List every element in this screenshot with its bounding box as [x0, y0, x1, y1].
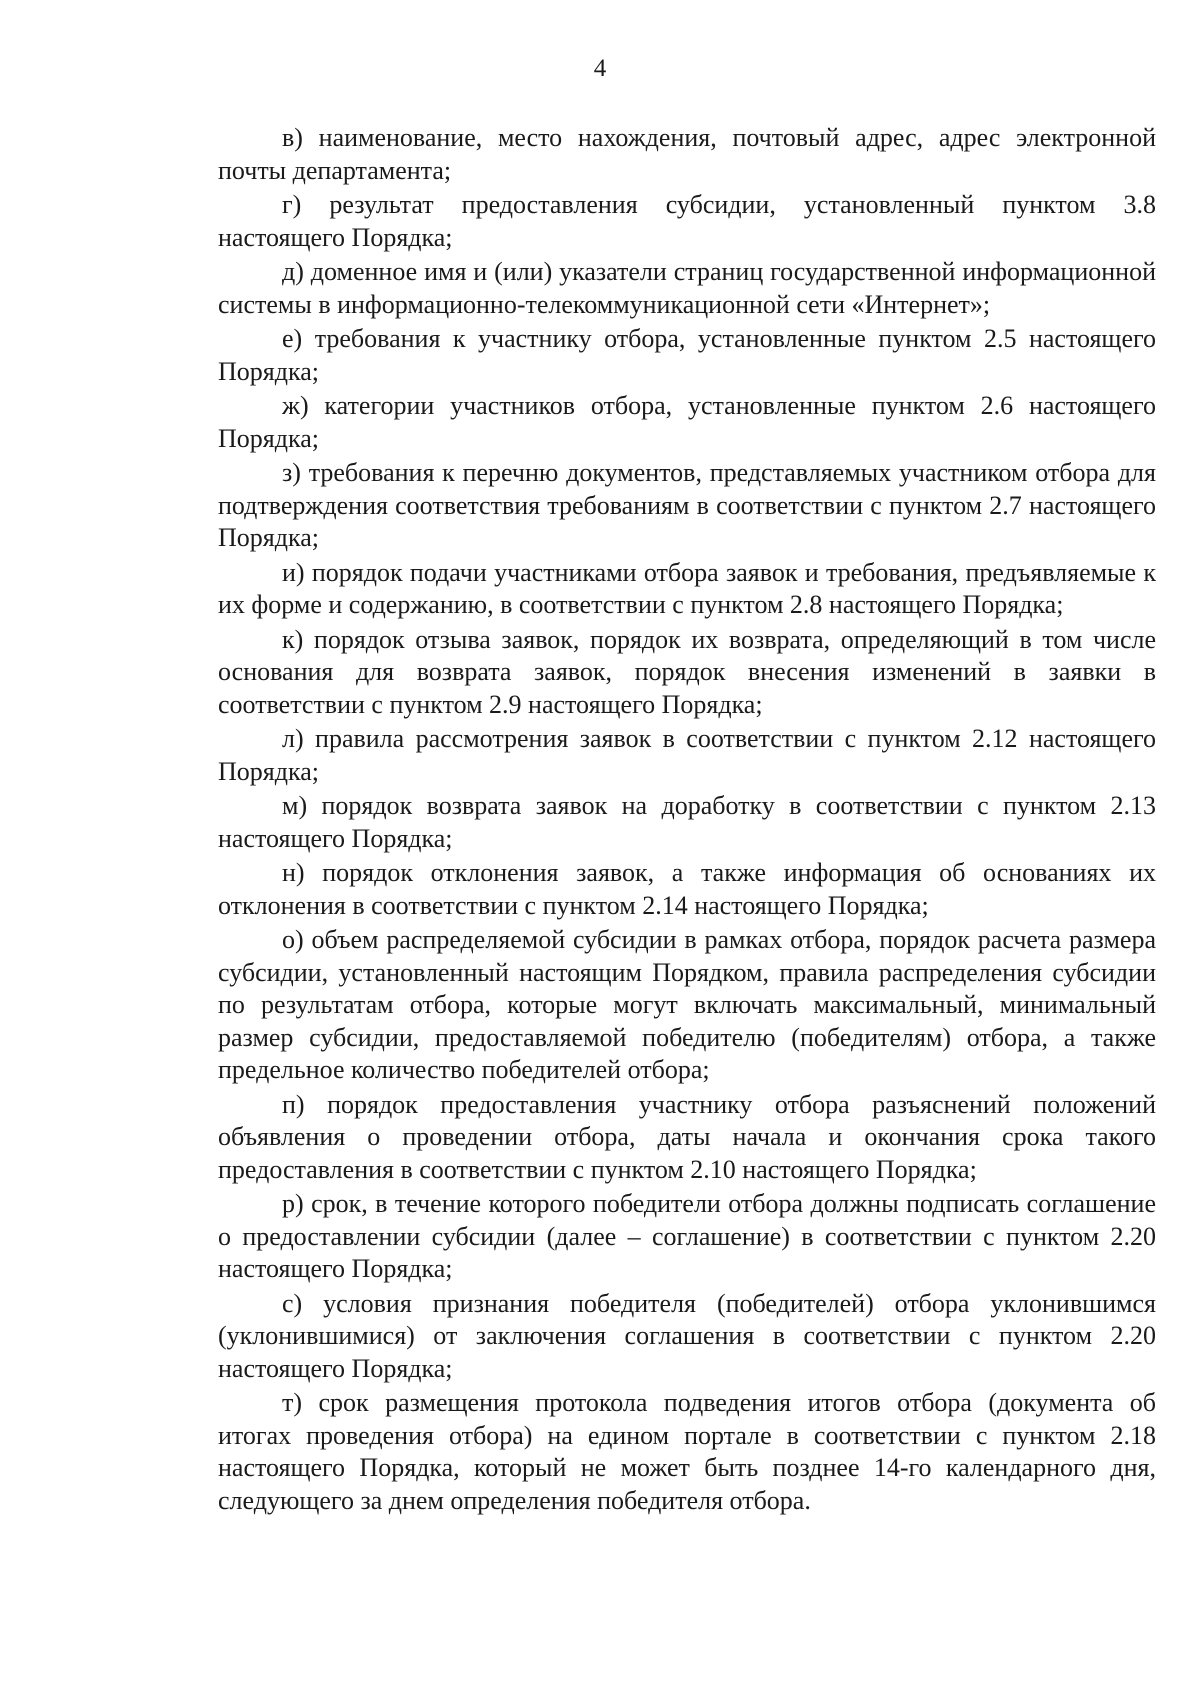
- clause-r: р) срок, в течение которого победители отбора должны подписать соглашение о предоставлении субсидии (далее – соглашение) в соответствии с пунктом 2.20 настоящего Порядка;: [218, 1189, 1156, 1283]
- clause-n: н) порядок отклонения заявок, а также информация об основаниях их отклонения в соответствии с пунктом 2.14 настоящего Порядка;: [218, 858, 1156, 920]
- clause-l: л) правила рассмотрения заявок в соответствии с пунктом 2.12 настоящего Порядка;: [218, 724, 1156, 786]
- clause-o: о) объем распределяемой субсидии в рамках отбора, порядок расчета размера субсидии, установленный настоящим Порядком, правила распределения субсидии по результатам отбора, которые могут включать максимальный, минимальный размер субсидии, предоставляемой победителю (победителям) отбора, а также предельное количество победителей отбора;: [218, 925, 1156, 1084]
- clause-k: к) порядок отзыва заявок, порядок их возврата, определяющий в том числе основания для возврата заявок, порядок внесения изменений в заявки в соответствии с пунктом 2.9 настоящего Порядка;: [218, 624, 1156, 719]
- clause-t: т) срок размещения протокола подведения итогов отбора (документа об итогах проведения отбора) на едином портале в соответствии с пунктом 2.18 настоящего Порядка, который не может быть позднее 14-го календарного дня, следующего за днем определения победителя отбора.: [218, 1388, 1156, 1515]
- clause-d: д) доменное имя и (или) указатели страниц государственной информационной системы в информационно-телекоммуникационной сети «Интернет»;: [218, 257, 1156, 319]
- clause-e: е) требования к участнику отбора, установленные пунктом 2.5 настоящего Порядка;: [218, 324, 1156, 386]
- clause-g: г) результат предоставления субсидии, установленный пунктом 3.8 настоящего Порядка;: [218, 190, 1156, 252]
- clause-i: и) порядок подачи участниками отбора заявок и требования, предъявляемые к их форме и содержанию, в соответствии с пунктом 2.8 настоящего Порядка;: [218, 557, 1156, 619]
- clause-zh: ж) категории участников отбора, установленные пунктом 2.6 настоящего Порядка;: [218, 391, 1156, 453]
- clause-m: м) порядок возврата заявок на доработку в соответствии с пунктом 2.13 настоящего Порядка;: [218, 791, 1156, 853]
- clause-z: з) требования к перечню документов, представляемых участником отбора для подтверждения соответствия требованиям в соответствии с пунктом 2.7 настоящего Порядка;: [218, 458, 1156, 552]
- clause-p: п) порядок предоставления участнику отбора разъяснений положений объявления о проведении отбора, даты начала и окончания срока такого предоставления в соответствии с пунктом 2.10 настоящего Порядка;: [218, 1089, 1156, 1184]
- document-body: [218, 122, 1156, 1519]
- clause-v: в) наименование, место нахождения, почтовый адрес, адрес электронной почты департамента;: [218, 123, 1156, 185]
- clause-s: с) условия признания победителя (победителей) отбора уклонившимся (уклонившимися) от заключения соглашения в соответствии с пунктом 2.20 настоящего Порядка;: [218, 1288, 1156, 1383]
- page-number: 4: [593, 55, 607, 82]
